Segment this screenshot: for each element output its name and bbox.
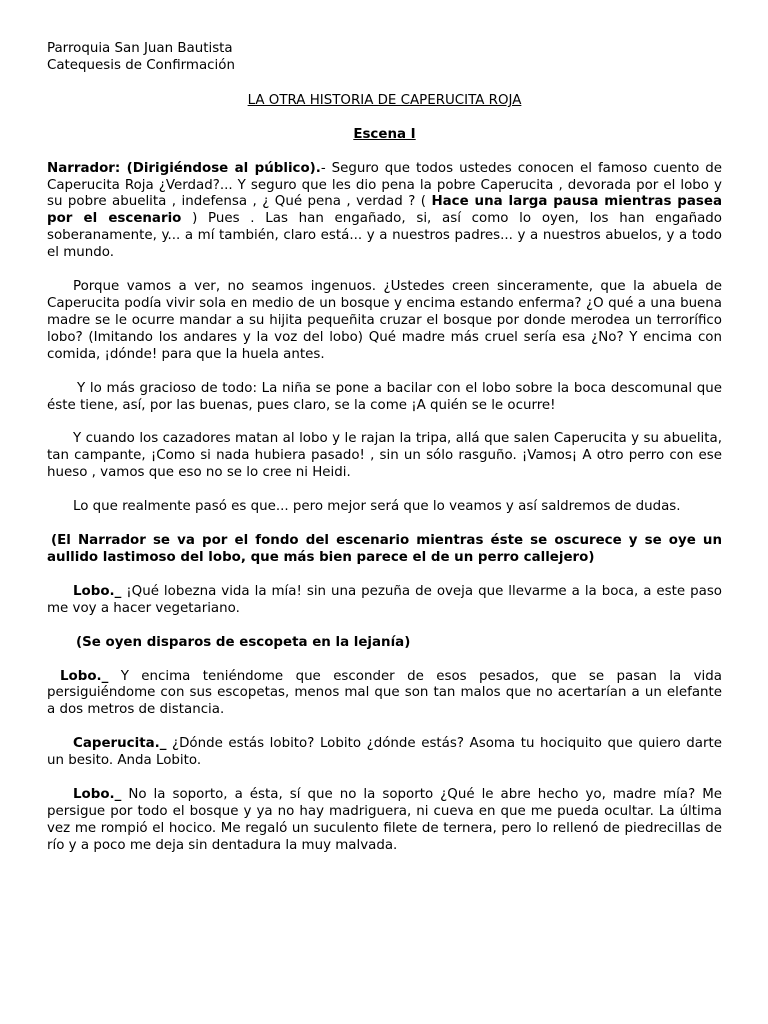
wolf-speaker: Lobo._ (73, 787, 122, 803)
stage-direction-shots (47, 635, 722, 652)
narrator-text-1: - Seguro que todos ustedes conocen el famoso cuento de Caperucita Roja ¿Verdad?... Y seguro que les dio pena la pobre Caperucita , devorada por el lobo y su pobre abuelita , indefensa , ¿ Qué pena , verdad ? ( (47, 160, 722, 210)
narrator-speaker: Narrador: (Dirigiéndose al público). (47, 160, 321, 176)
paragraph-5: Lo que realmente pasó es que... pero mejor será que lo veamos y así saldremos de dudas. (73, 499, 681, 515)
caperucita-speaker: Caperucita._ (73, 736, 167, 752)
document-title: LA OTRA HISTORIA DE CAPERUCITA ROJA (247, 92, 522, 108)
wolf-line-3-text: No la soporto, a ésta, sí que no la soporto ¿Qué le abre hecho yo, madre mía? Me persigue por todo el bosque y ya no hay madriguera, ni cueva en que me pueda ocultar. La última vez me rompió el hocico. Me regaló un suculento filete de ternera, pero lo rellenó de piedrecillas de río y a poco me deja sin dentadura la muy malvada. (47, 787, 722, 853)
narrator-paragraph (47, 161, 722, 262)
stage-direction-pause: Hace una larga pausa mientras pasea por el escenario (47, 194, 722, 227)
paragraph-2: Porque vamos a ver, no seamos ingenuos. ¿Ustedes creen sinceramente, que la abuela de Caperucita podía vivir sola en medio de un bosque y encima estando enferma? ¿O qué a una buena madre se le ocurre mandar a su hijita pequeñita cruzar el bosque por donde merodea un terrorífico lobo? (Imitando los andares y la voz del lobo) Qué madre más cruel sería esa ¿No? Y encima con comida, ¡dónde! para que la huela antes. (47, 279, 722, 362)
wolf-line-2 (47, 669, 722, 720)
wolf-line-1-text: ¡Qué lobezna vida la mía! sin una pezuña de oveja que llevarme a la boca, a este paso me voy a hacer vegetariano. (47, 583, 722, 616)
caperucita-line-1-text: ¿Dónde estás lobito? Lobito ¿dónde estás? Asoma tu hociquito que quiero darte un besito. Anda Lobito. (47, 736, 722, 769)
wolf-line-2-text: Y encima teniéndome que esconder de esos pesados, que se pasan la vida persiguiéndome con sus escopetas, menos mal que son tan malos que no acertarían a un elefante a dos metros de distancia. (47, 668, 722, 718)
document-page (47, 41, 722, 855)
caperucita-line-1 (47, 736, 722, 770)
wolf-line-1 (47, 584, 722, 618)
narrator-text-2: ) Pues . Las han engañado, si, así como lo oyen, los han engañado soberanamente, y... a mí también, claro está... y a nuestros padres... y a nuestros abuelos, y a todo el mundo. (47, 211, 722, 261)
scene-heading: Escena I (353, 126, 416, 142)
document-header (47, 41, 722, 75)
paragraph-4: Y cuando los cazadores matan al lobo y le rajan la tripa, allá que salen Caperucita y su abuelita, tan campante, ¡Como si nada hubiera pasado! , sin un sólo rasguño. ¡Vamos¡ A otro perro con ese hueso , vamos que eso no se lo cree ni Heidi. (47, 431, 722, 481)
wolf-speaker: Lobo._ (60, 668, 109, 684)
parish-name: Parroquia San Juan Bautista (47, 41, 233, 56)
stage-direction-shots-text: (Se oyen disparos de escopeta en la lejanía) (76, 634, 411, 650)
wolf-line-3 (47, 787, 722, 855)
stage-direction-exit-text: (El Narrador se va por el fondo del escenario mientras éste se oscurece y se oye un aullido lastimoso del lobo, que más bien parece el de un perro callejero) (47, 533, 722, 565)
stage-direction-exit (47, 533, 722, 567)
paragraph-3: Y lo más gracioso de todo: La niña se pone a bacilar con el lobo sobre la boca descomunal que éste tiene, así, por las buenas, pues claro, se la come ¡A quién se le ocurre! (47, 380, 722, 413)
wolf-speaker: Lobo._ (73, 583, 122, 599)
catechesis-name: Catequesis de Confirmación (47, 57, 235, 73)
